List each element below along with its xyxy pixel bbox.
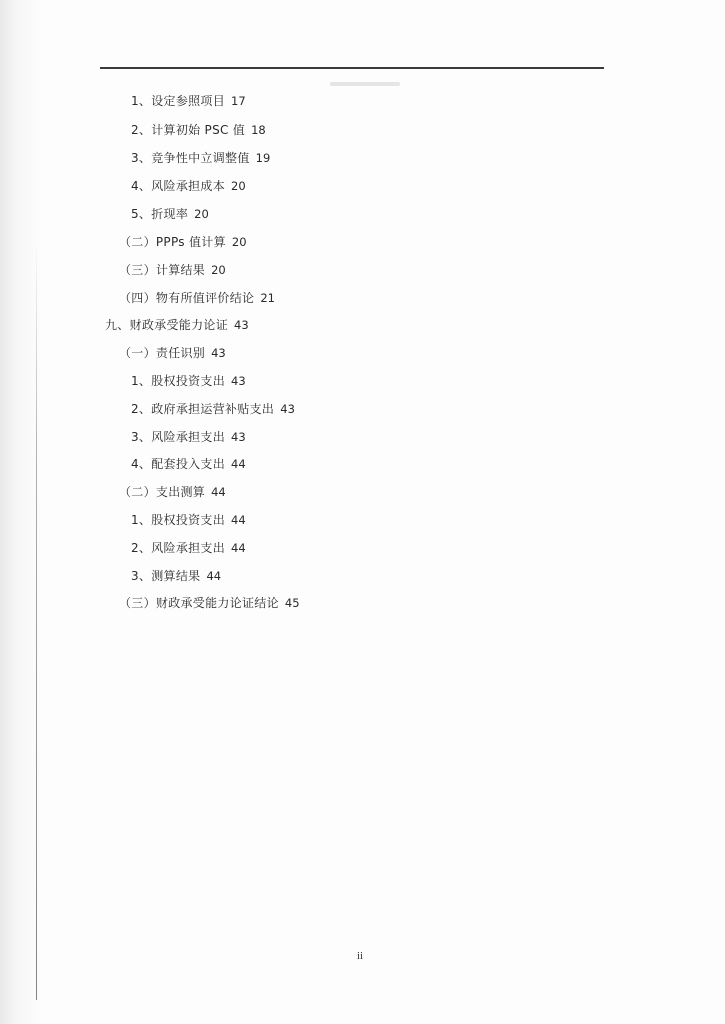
toc-entry-label: （二）支出测算 <box>119 485 206 499</box>
toc-entry-page: 17 <box>231 94 246 108</box>
toc-entry-page: 20 <box>231 235 247 249</box>
toc-entry-page: 44 <box>231 541 246 555</box>
toc-entry-page: 45 <box>284 596 300 610</box>
toc-entry-label: 1、股权投资支出 <box>131 374 226 388</box>
toc-entry-page: 44 <box>231 457 246 471</box>
toc-entry-label: （二）PPPs 值计算 <box>119 235 226 249</box>
toc-entry-page: 43 <box>231 374 246 388</box>
toc-entry-page: 21 <box>260 291 275 305</box>
toc-entry-page: 43 <box>234 318 249 332</box>
toc-entry-page: 44 <box>231 513 246 527</box>
scan-smudge <box>330 82 400 86</box>
toc-entry-page: 20 <box>194 207 209 221</box>
toc-entry-page: 43 <box>280 402 295 416</box>
toc-entry-label: 3、风险承担支出 <box>131 430 226 444</box>
toc-entry-label: 2、风险承担支出 <box>131 541 226 555</box>
toc-entry-label: （三）财政承受能力论证结论 <box>119 596 279 610</box>
toc-entry-label: 3、测算结果 <box>131 569 201 583</box>
toc-entry-label: （一）责任识别 <box>119 346 206 360</box>
page-number: ii <box>357 950 364 962</box>
toc-entry-page: 43 <box>231 430 246 444</box>
toc-entry-label: 2、计算初始 PSC 值 <box>131 123 246 137</box>
toc-entry-label: 3、竞争性中立调整值 <box>131 151 250 165</box>
toc-entry-page: 19 <box>255 151 271 165</box>
toc-entry-label: 4、配套投入支出 <box>131 457 226 471</box>
scan-edge-line <box>36 240 37 1000</box>
toc-entry-page: 44 <box>206 569 222 583</box>
toc-entry-page: 20 <box>231 179 246 193</box>
toc-entry-page: 20 <box>211 263 226 277</box>
toc-entry-page: 44 <box>211 485 226 499</box>
toc-entry-label: 1、股权投资支出 <box>131 513 226 527</box>
toc-entry-page: 43 <box>211 346 226 360</box>
toc-entry-page: 18 <box>251 123 266 137</box>
toc-entry-label: 5、折现率 <box>131 207 189 221</box>
toc-entry-label: 2、政府承担运营补贴支出 <box>131 402 275 416</box>
toc-entry-label: 九、财政承受能力论证 <box>105 318 229 332</box>
toc-entry-label: 4、风险承担成本 <box>131 179 226 193</box>
header-rule <box>100 67 604 69</box>
toc-entry-label: 1、设定参照项目 <box>131 94 226 108</box>
toc-entry-label: （四）物有所值评价结论 <box>119 291 255 305</box>
toc-entry-label: （三）计算结果 <box>119 263 206 277</box>
